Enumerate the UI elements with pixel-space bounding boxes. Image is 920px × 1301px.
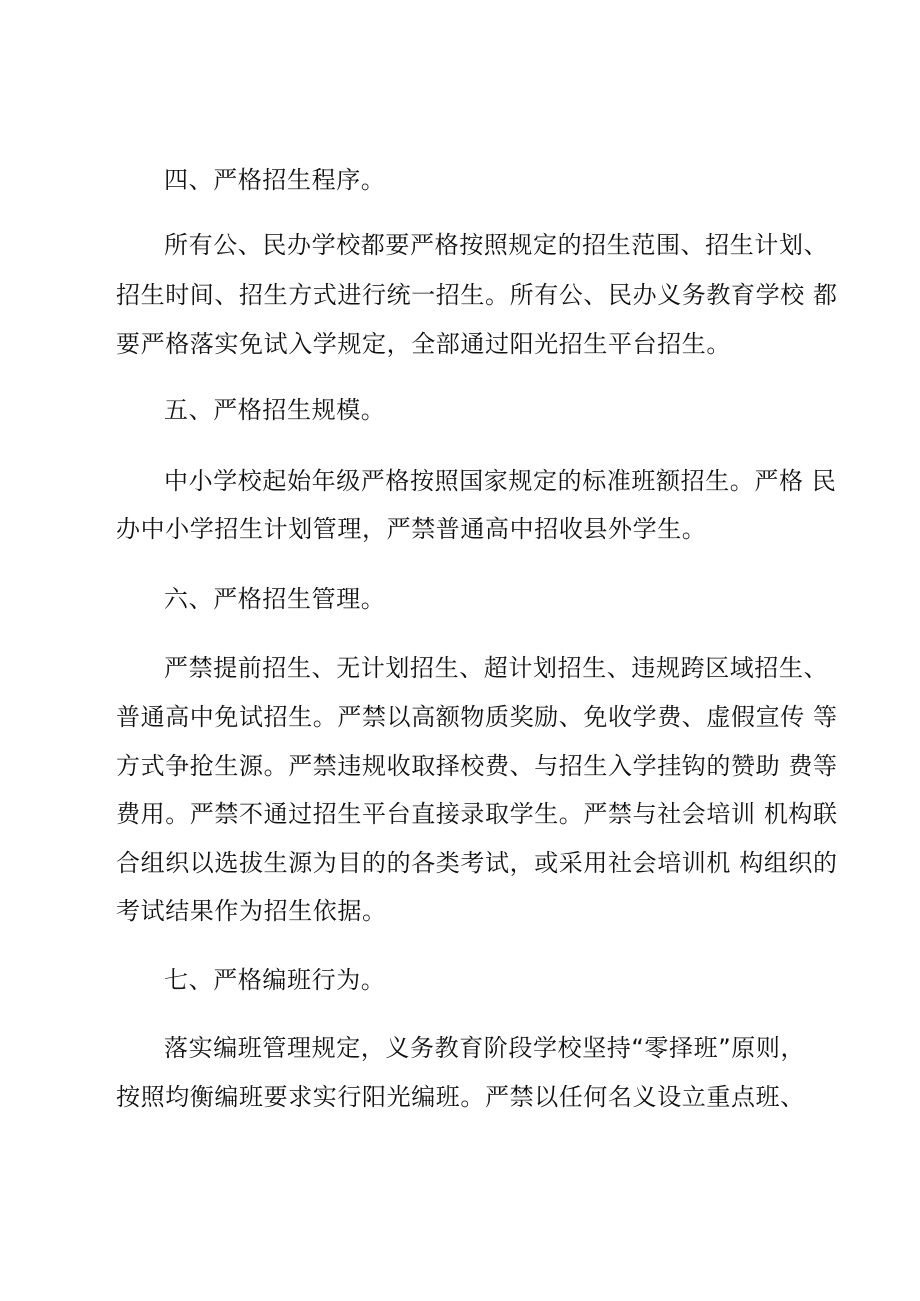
- paragraph-line: 要严格落实免试入学规定，全部通过阳光招生平台招生。: [116, 330, 731, 358]
- paragraph-line: 按照均衡编班要求实行阳光编班。严禁以任何名义设立重点班、: [116, 1083, 805, 1111]
- section-heading-6: 六、严格招生管理。: [164, 585, 386, 613]
- paragraph-line: 费用。严禁不通过招生平台直接录取学生。严禁与社会培训 机构联: [116, 800, 838, 828]
- paragraph-line: 考试结果作为招生依据。: [116, 897, 387, 925]
- paragraph-line: 合组织以选拔生源为目的的各类考试，或采用社会培训机 构组织的: [116, 849, 838, 877]
- paragraph-line: 严禁提前招生、无计划招生、超计划招生、违规跨区域招生、: [164, 654, 829, 682]
- paragraph-line: 方式争抢生源。严禁违规收取择校费、与招生入学挂钩的赞助 费等: [116, 752, 838, 780]
- paragraph-line: 普通高中免试招生。严禁以高额物质奖励、免收学费、虚假宣传 等: [116, 703, 838, 731]
- paragraph-line: 落实编班管理规定，义务教育阶段学校坚持“零择班”原则，: [164, 1034, 806, 1062]
- section-heading-5: 五、严格招生规模。: [164, 396, 386, 424]
- paragraph-line: 中小学校起始年级严格按照国家规定的标准班额招生。严格 民: [164, 467, 837, 495]
- paragraph-line: 所有公、民办学校都要严格按照规定的招生范围、招生计划、: [164, 231, 829, 259]
- paragraph-line: 招生时间、招生方式进行统一招生。所有公、民办义务教育学校 都: [116, 281, 838, 309]
- section-heading-4: 四、严格招生程序。: [164, 166, 386, 194]
- paragraph-line: 办中小学招生计划管理，严禁普通高中招收县外学生。: [116, 515, 707, 543]
- section-heading-7: 七、严格编班行为。: [164, 966, 386, 994]
